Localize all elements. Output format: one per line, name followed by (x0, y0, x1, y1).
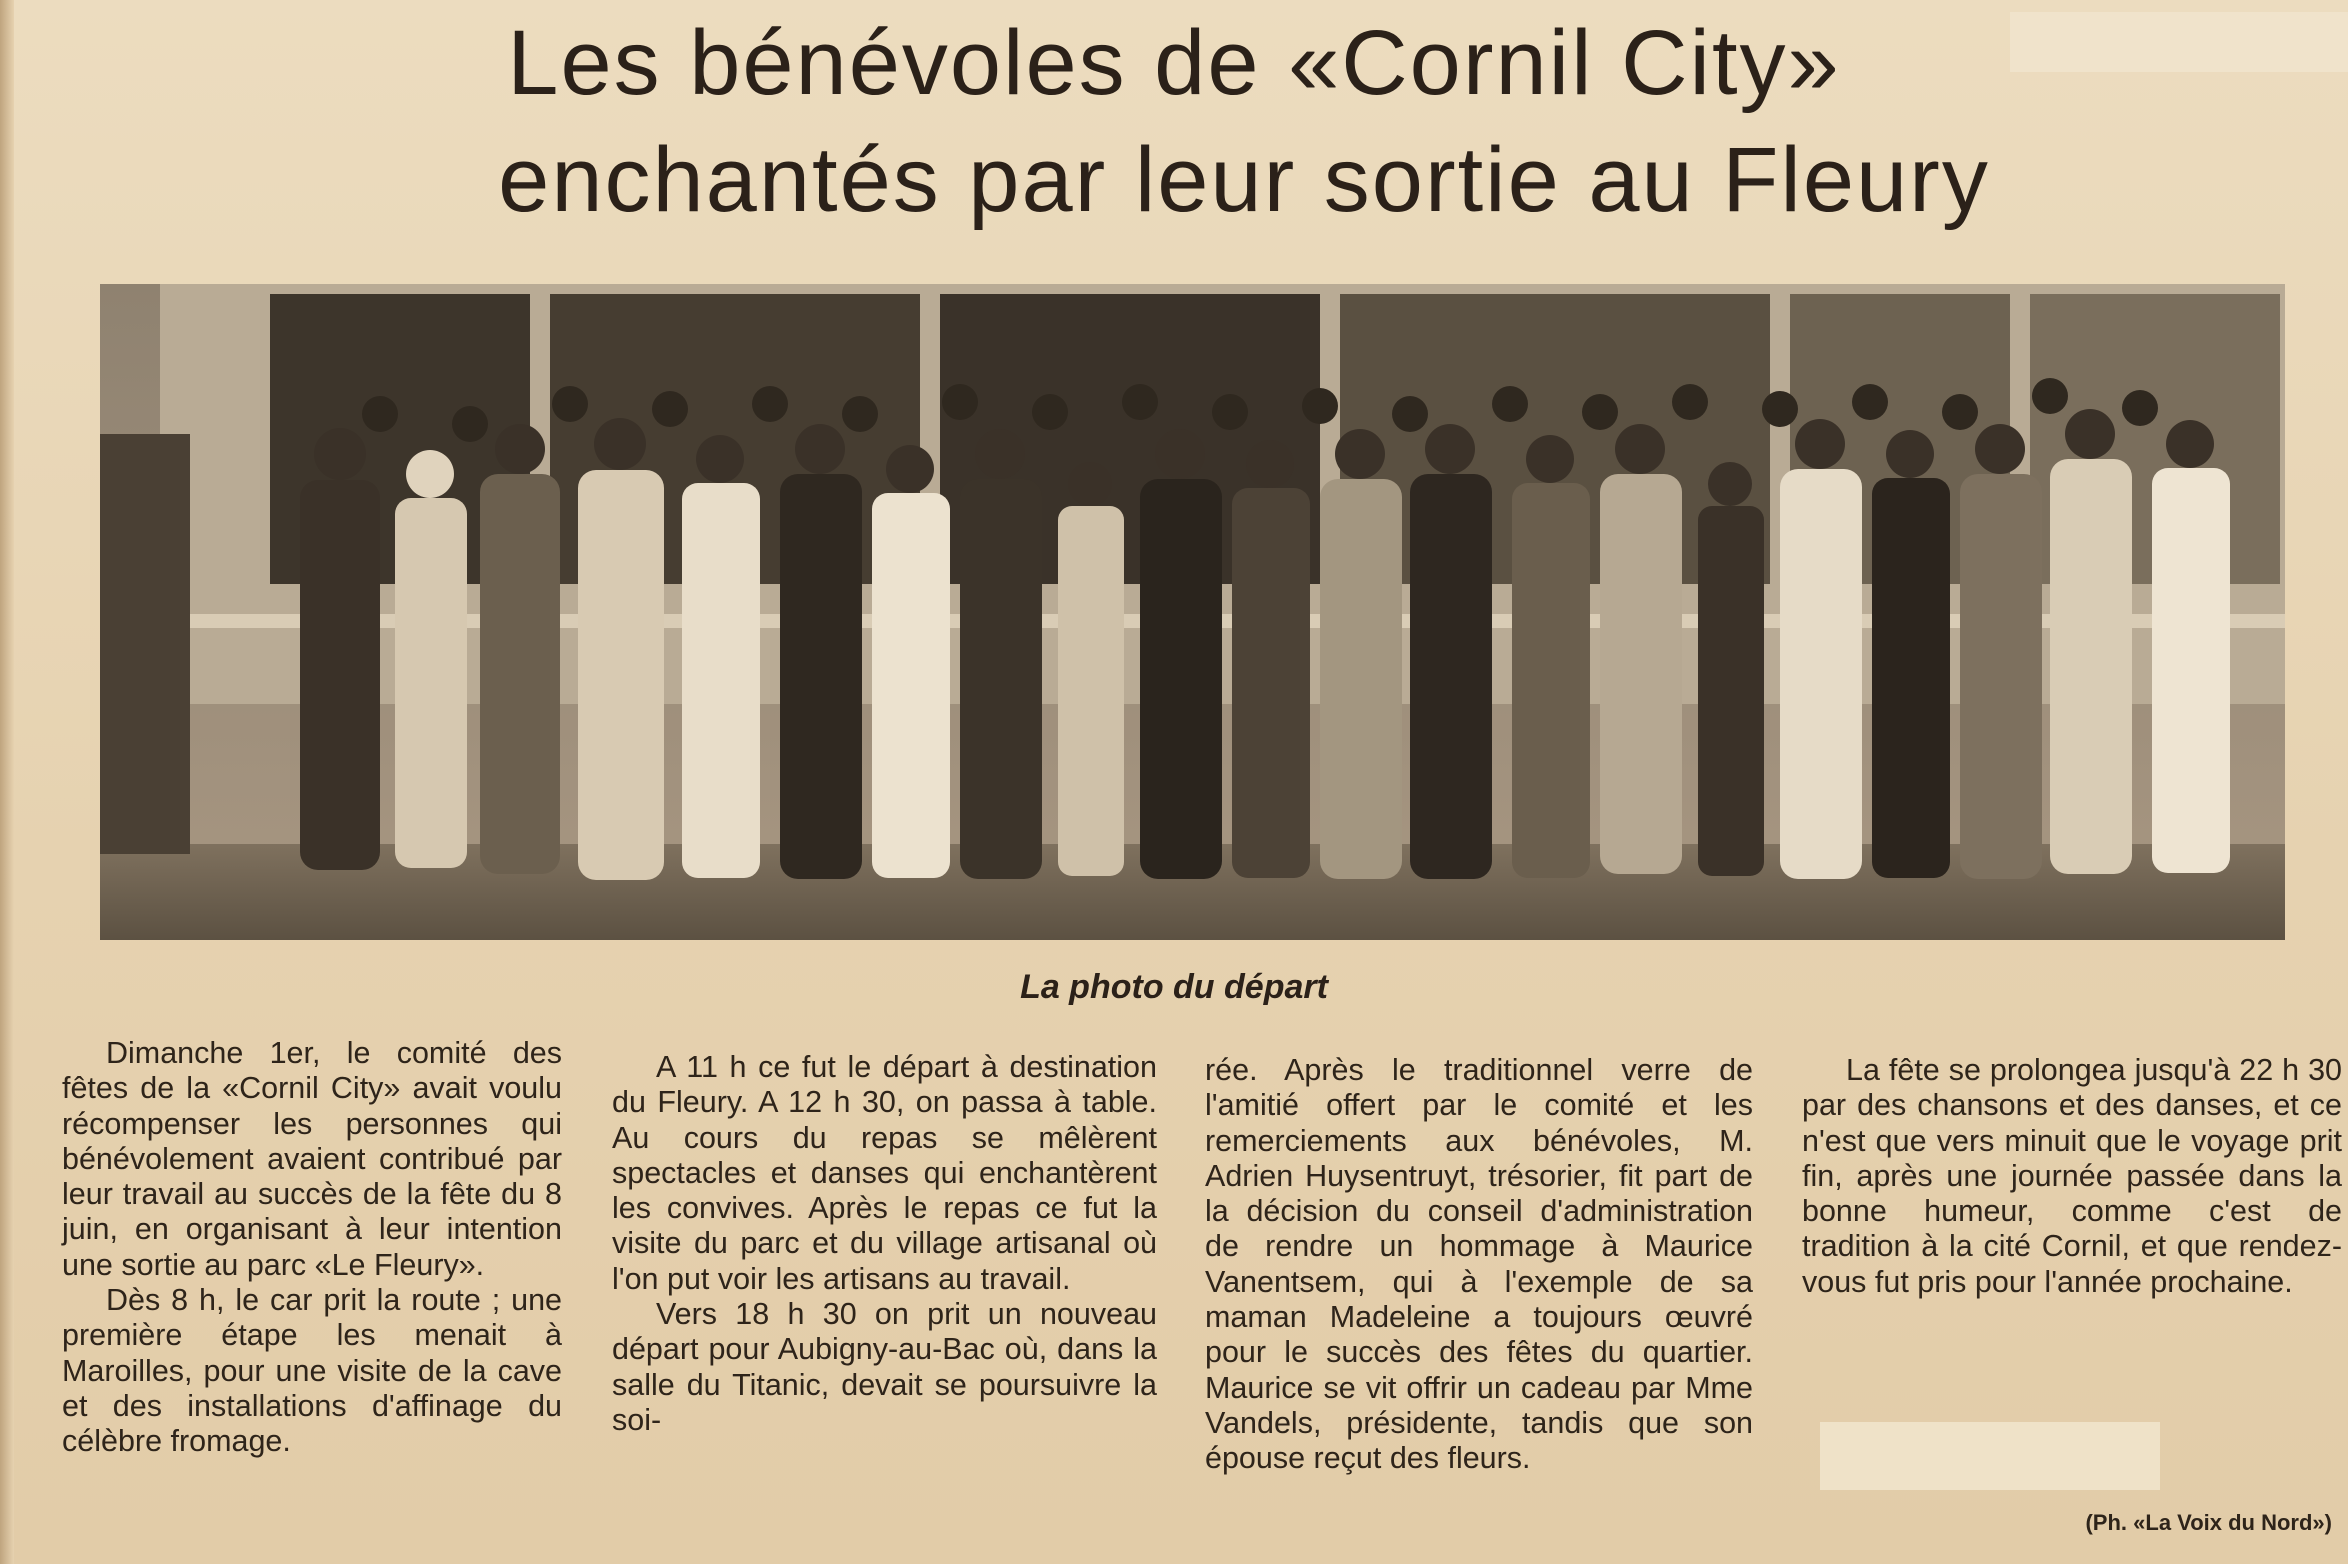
headline-line-2: enchantés par leur sortie au Fleury (498, 129, 1990, 231)
paragraph: rée. Après le traditionnel verre de l'amitié offert par le comité et les remerciements aux bénévoles, M. Adrien Huysentruyt, trésorier, fit part de la décision du conseil d'administration de rendre un hommage à Maurice Vanentsem, qui à l'exemple de sa maman Madeleine a toujours œuvré pour le succès des fêtes du quartier. Maurice se vit offrir un cadeau par Mme Vandels, présidente, tandis que son épouse reçut des fleurs. (1205, 1053, 1753, 1476)
paper-patch (1820, 1422, 2160, 1490)
paragraph: Dès 8 h, le car prit la route ; une première étape les menait à Maroilles, pour une visite de la cave et des installations d'affinage du célèbre fromage. (62, 1283, 562, 1459)
article-column-2 (612, 1050, 1157, 1438)
paragraph: Dimanche 1er, le comité des fêtes de la «Cornil City» avait voulu récompenser les personnes qui bénévolement avaient contribué par leur travail au succès de la fête du 8 juin, en organisant à leur intention une sortie au parc «Le Fleury». (62, 1036, 562, 1282)
article-column-4 (1802, 1053, 2342, 1300)
paragraph: La fête se prolongea jusqu'à 22 h 30 par des chansons et des danses, et ce n'est que vers minuit que le voyage prit fin, après une journée passée dans la bonne humeur, comme c'est de tradition à la cité Cornil, et que rendez-vous fut pris pour l'année prochaine. (1802, 1053, 2342, 1299)
photo-caption: La photo du départ (1020, 968, 1328, 1006)
group-photo (100, 284, 2285, 940)
paragraph: A 11 h ce fut le départ à destination du Fleury. A 12 h 30, on passa à table. Au cours du repas se mêlèrent spectacles et danses qui enchantèrent les convives. Après le repas ce fut la visite du parc et du village artisanal où l'on put voir les artisans au travail. (612, 1050, 1157, 1296)
article-column-3 (1205, 1053, 1753, 1477)
paragraph: Vers 18 h 30 on prit un nouveau départ pour Aubigny-au-Bac où, dans la salle du Titanic, devait se poursuivre la soi- (612, 1297, 1157, 1437)
headline-line-1: Les bénévoles de «Cornil City» (507, 12, 1841, 114)
photo-credit: (Ph. «La Voix du Nord») (2085, 1510, 2332, 1535)
article-column-1 (62, 1036, 562, 1460)
